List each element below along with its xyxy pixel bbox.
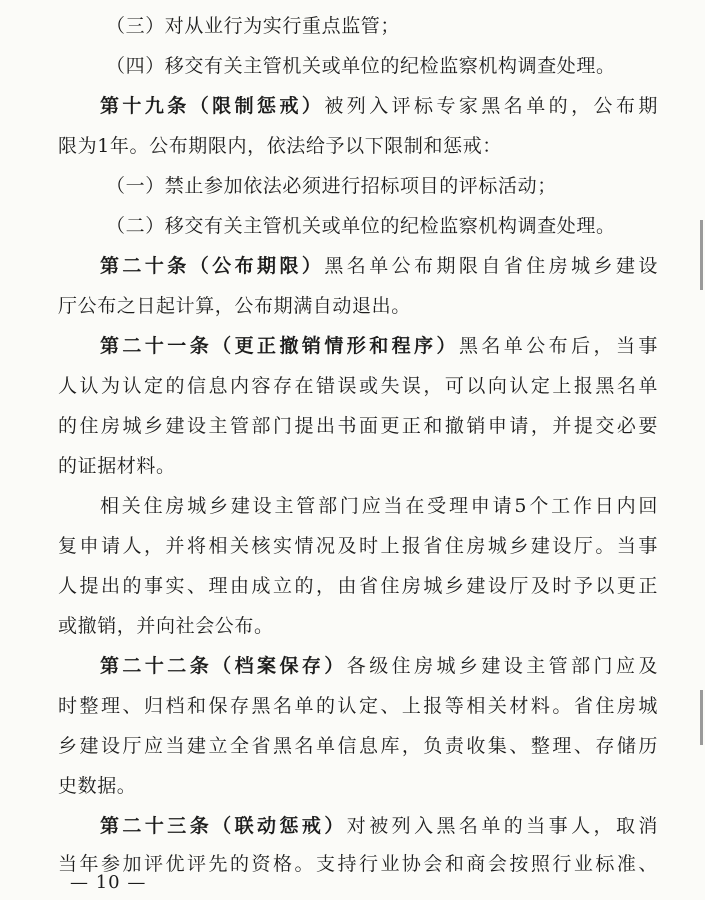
article-23-heading-line: [100, 808, 658, 844]
paragraph-line: [58, 846, 658, 882]
article-22-text: 各级住房城乡建设主管部门应及: [346, 655, 658, 677]
article-23-text: 对被列入黑名单的当事人，取消: [346, 815, 658, 837]
article-23-title: 第二十三条（联动惩戒）: [100, 815, 347, 837]
scan-edge-mark: [700, 220, 703, 290]
line-text: （一）禁止参加依法必须进行招标项目的评标活动；: [106, 175, 557, 197]
line-text: 乡建设厅应当建立全省黑名单信息库，负责收集、整理、存储历: [58, 735, 658, 757]
paragraph-line: [58, 608, 658, 644]
clause-line-1: [106, 168, 658, 204]
clause-line-2: [106, 208, 658, 244]
paragraph-line: [58, 688, 658, 724]
line-text: （四）移交有关主管机关或单位的纪检监察机构调查处理。: [106, 55, 616, 77]
clause-line-3: [106, 8, 658, 44]
paragraph-line: [58, 288, 658, 324]
paragraph-line: [58, 768, 658, 804]
article-22-heading-line: [100, 648, 658, 684]
article-20-heading-line: [100, 248, 658, 284]
line-text: 当年参加评优评先的资格。支持行业协会和商会按照行业标准、: [58, 853, 658, 875]
paragraph-line: [58, 368, 658, 404]
article-21-text: 黑名单公布后，当事: [458, 335, 658, 357]
line-text: 或撤销，并向社会公布。: [58, 615, 274, 637]
line-text: 史数据。: [58, 775, 137, 797]
scan-edge-mark: [700, 690, 703, 745]
line-text: 人认为认定的信息内容存在错误或失误，可以向认定上报黑名单: [58, 375, 658, 397]
article-19-heading-line: [100, 88, 658, 124]
article-21-heading-line: [100, 328, 658, 364]
line-text: （二）移交有关主管机关或单位的纪检监察机构调查处理。: [106, 215, 616, 237]
paragraph-line: [58, 528, 658, 564]
article-20-text: 黑名单公布期限自省住房城乡建设: [324, 255, 658, 277]
clause-line-4: [106, 48, 658, 84]
line-text: 人提出的事实、理由成立的，由省住房城乡建设厅及时予以更正: [58, 575, 658, 597]
line-text: 的证据材料。: [58, 455, 176, 477]
line-text: 相关住房城乡建设主管部门应当在受理申请5个工作日内回: [100, 495, 658, 517]
article-21-title: 第二十一条（更正撤销情形和程序）: [100, 335, 459, 357]
page-number: — 10 —: [70, 872, 147, 893]
article-20-title: 第二十条（公布期限）: [100, 255, 325, 277]
paragraph-line: [58, 568, 658, 604]
line-text: 的住房城乡建设主管部门提出书面更正和撤销申请，并提交必要: [58, 415, 658, 437]
paragraph-line: [58, 728, 658, 764]
article-22-title: 第二十二条（档案保存）: [100, 655, 347, 677]
line-text: 时整理、归档和保存黑名单的认定、上报等相关材料。省住房城: [58, 695, 658, 717]
paragraph-line: [58, 128, 658, 164]
article-19-text: 被列入评标专家黑名单的，公布期: [324, 95, 658, 117]
paragraph-line: [58, 448, 658, 484]
line-text: （三）对从业行为实行重点监管；: [106, 15, 401, 37]
line-text: 限为1年。公布期限内，依法给予以下限制和惩戒：: [58, 135, 502, 157]
article-19-title: 第十九条（限制惩戒）: [100, 95, 325, 117]
paragraph-line: [100, 488, 658, 524]
paragraph-line: [58, 408, 658, 444]
line-text: 厅公布之日起计算，公布期满自动退出。: [58, 295, 411, 317]
line-text: 复申请人，并将相关核实情况及时上报省住房城乡建设厅。当事: [58, 535, 658, 557]
